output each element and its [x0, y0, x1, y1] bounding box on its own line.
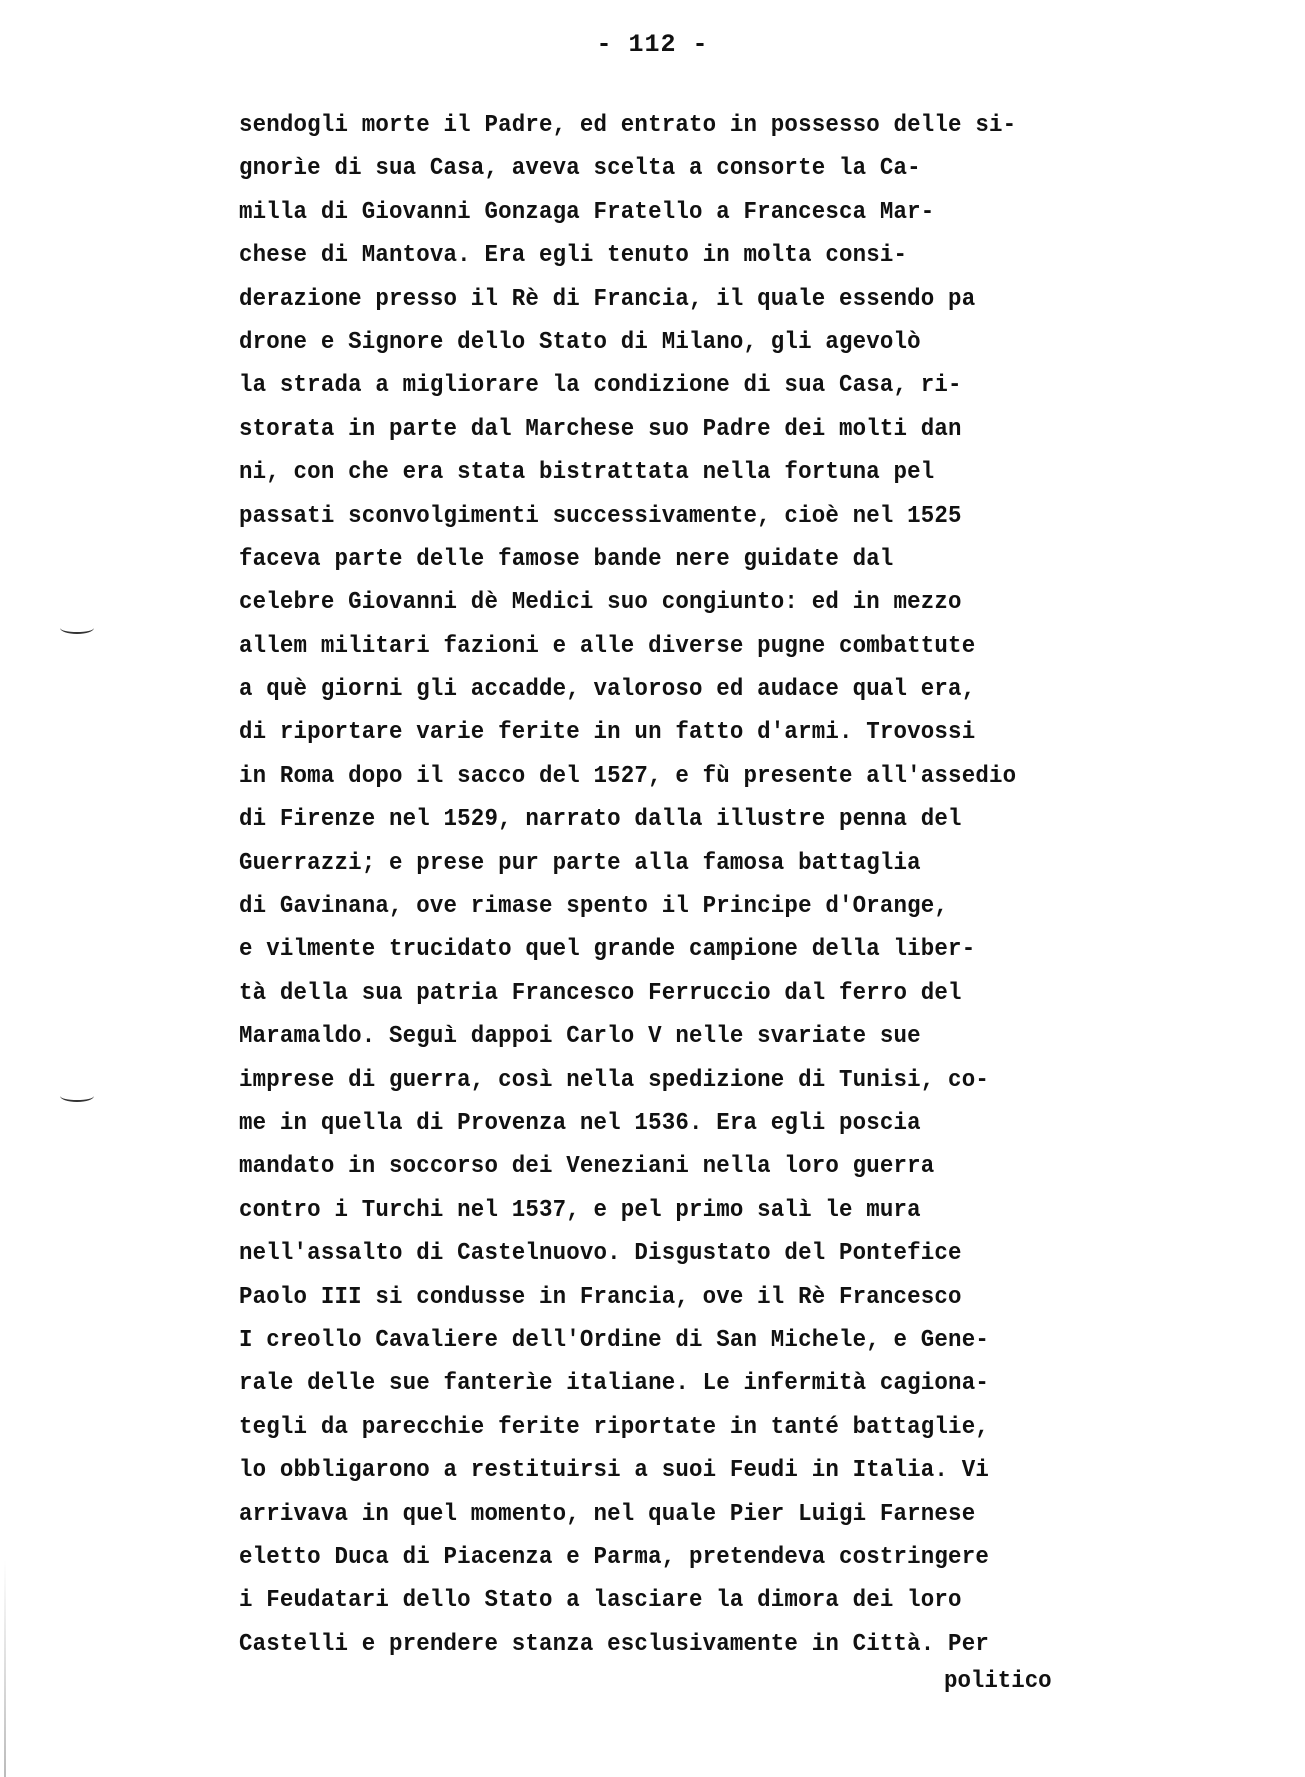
text-line: Castelli e prendere stanza esclusivamente in Città. Per	[239, 1630, 989, 1658]
text-line: eletto Duca di Piacenza e Parma, pretendeva costringere	[239, 1543, 989, 1571]
text-line: storata in parte dal Marchese suo Padre dei molti dan	[239, 415, 962, 443]
text-line: nell'assalto di Castelnuovo. Disgustato del Pontefice	[239, 1240, 962, 1268]
text-line: me in quella di Provenza nel 1536. Era egli poscia	[239, 1109, 921, 1137]
text-line: Maramaldo. Seguì dappoi Carlo V nelle svariate sue	[239, 1023, 921, 1051]
text-line: di Firenze nel 1529, narrato dalla illustre penna del	[239, 806, 962, 834]
text-line: tà della sua patria Francesco Ferruccio dal ferro del	[239, 979, 962, 1007]
text-line: la strada a migliorare la condizione di sua Casa, ri-	[239, 372, 962, 400]
text-line: mandato in soccorso dei Veneziani nella loro guerra	[239, 1153, 935, 1181]
text-line: i Feudatari dello Stato a lasciare la dimora dei loro	[239, 1587, 962, 1615]
margin-pencil-mark	[60, 622, 94, 634]
text-line: allem militari fazioni e alle diverse pugne combattute	[239, 632, 976, 660]
text-line: faceva parte delle famose bande nere guidate dal	[239, 545, 894, 573]
text-line: Guerrazzi; e prese pur parte alla famosa battaglia	[239, 849, 921, 877]
page-edge-shadow	[4, 1560, 6, 1777]
text-line: Paolo III si condusse in Francia, ove il Rè Francesco	[239, 1283, 962, 1311]
text-line: sendogli morte il Padre, ed entrato in possesso delle si-	[239, 112, 1017, 139]
catchword: politico	[944, 1668, 1052, 1695]
margin-pencil-mark	[60, 1090, 94, 1102]
text-line: derazione presso il Rè di Francia, il quale essendo pa	[239, 285, 976, 313]
text-line: chese di Mantova. Era egli tenuto in molta consi-	[239, 242, 908, 270]
text-line: drone e Signore dello Stato di Milano, gli agevolò	[239, 328, 921, 356]
text-line: tegli da parecchie ferite riportate in tanté battaglie,	[239, 1413, 989, 1441]
text-line: lo obbligarono a restituirsi a suoi Feudi in Italia. Vi	[239, 1457, 989, 1485]
text-line: passati sconvolgimenti successivamente, cioè nel 1525	[239, 502, 962, 530]
text-line: contro i Turchi nel 1537, e pel primo salì le mura	[239, 1196, 921, 1224]
text-line: di riportare varie ferite in un fatto d'armi. Trovossi	[239, 719, 976, 747]
text-line: e vilmente trucidato quel grande campione della liber-	[239, 936, 976, 964]
text-line: milla di Giovanni Gonzaga Fratello a Francesca Mar-	[239, 198, 935, 226]
text-line: imprese di guerra, così nella spedizione di Tunisi, co-	[239, 1066, 989, 1094]
page-number: - 112 -	[596, 30, 709, 59]
text-line: rale delle sue fanterìe italiane. Le infermità cagiona-	[239, 1370, 989, 1398]
text-line: gnorìe di sua Casa, aveva scelta a consorte la Ca-	[239, 155, 921, 183]
text-line: arrivava in quel momento, nel quale Pier Luigi Farnese	[239, 1500, 976, 1528]
text-line: celebre Giovanni dè Medici suo congiunto: ed in mezzo	[239, 589, 962, 617]
text-line: ni, con che era stata bistrattata nella fortuna pel	[239, 459, 935, 487]
text-line: I creollo Cavaliere dell'Ordine di San Michele, e Gene-	[239, 1326, 989, 1354]
text-line: di Gavinana, ove rimase spento il Principe d'Orange,	[239, 893, 949, 921]
text-line: a què giorni gli accadde, valoroso ed audace qual era,	[239, 676, 976, 704]
text-line: in Roma dopo il sacco del 1527, e fù presente all'assedio	[239, 762, 1017, 790]
typewritten-text-body	[239, 104, 1299, 1666]
